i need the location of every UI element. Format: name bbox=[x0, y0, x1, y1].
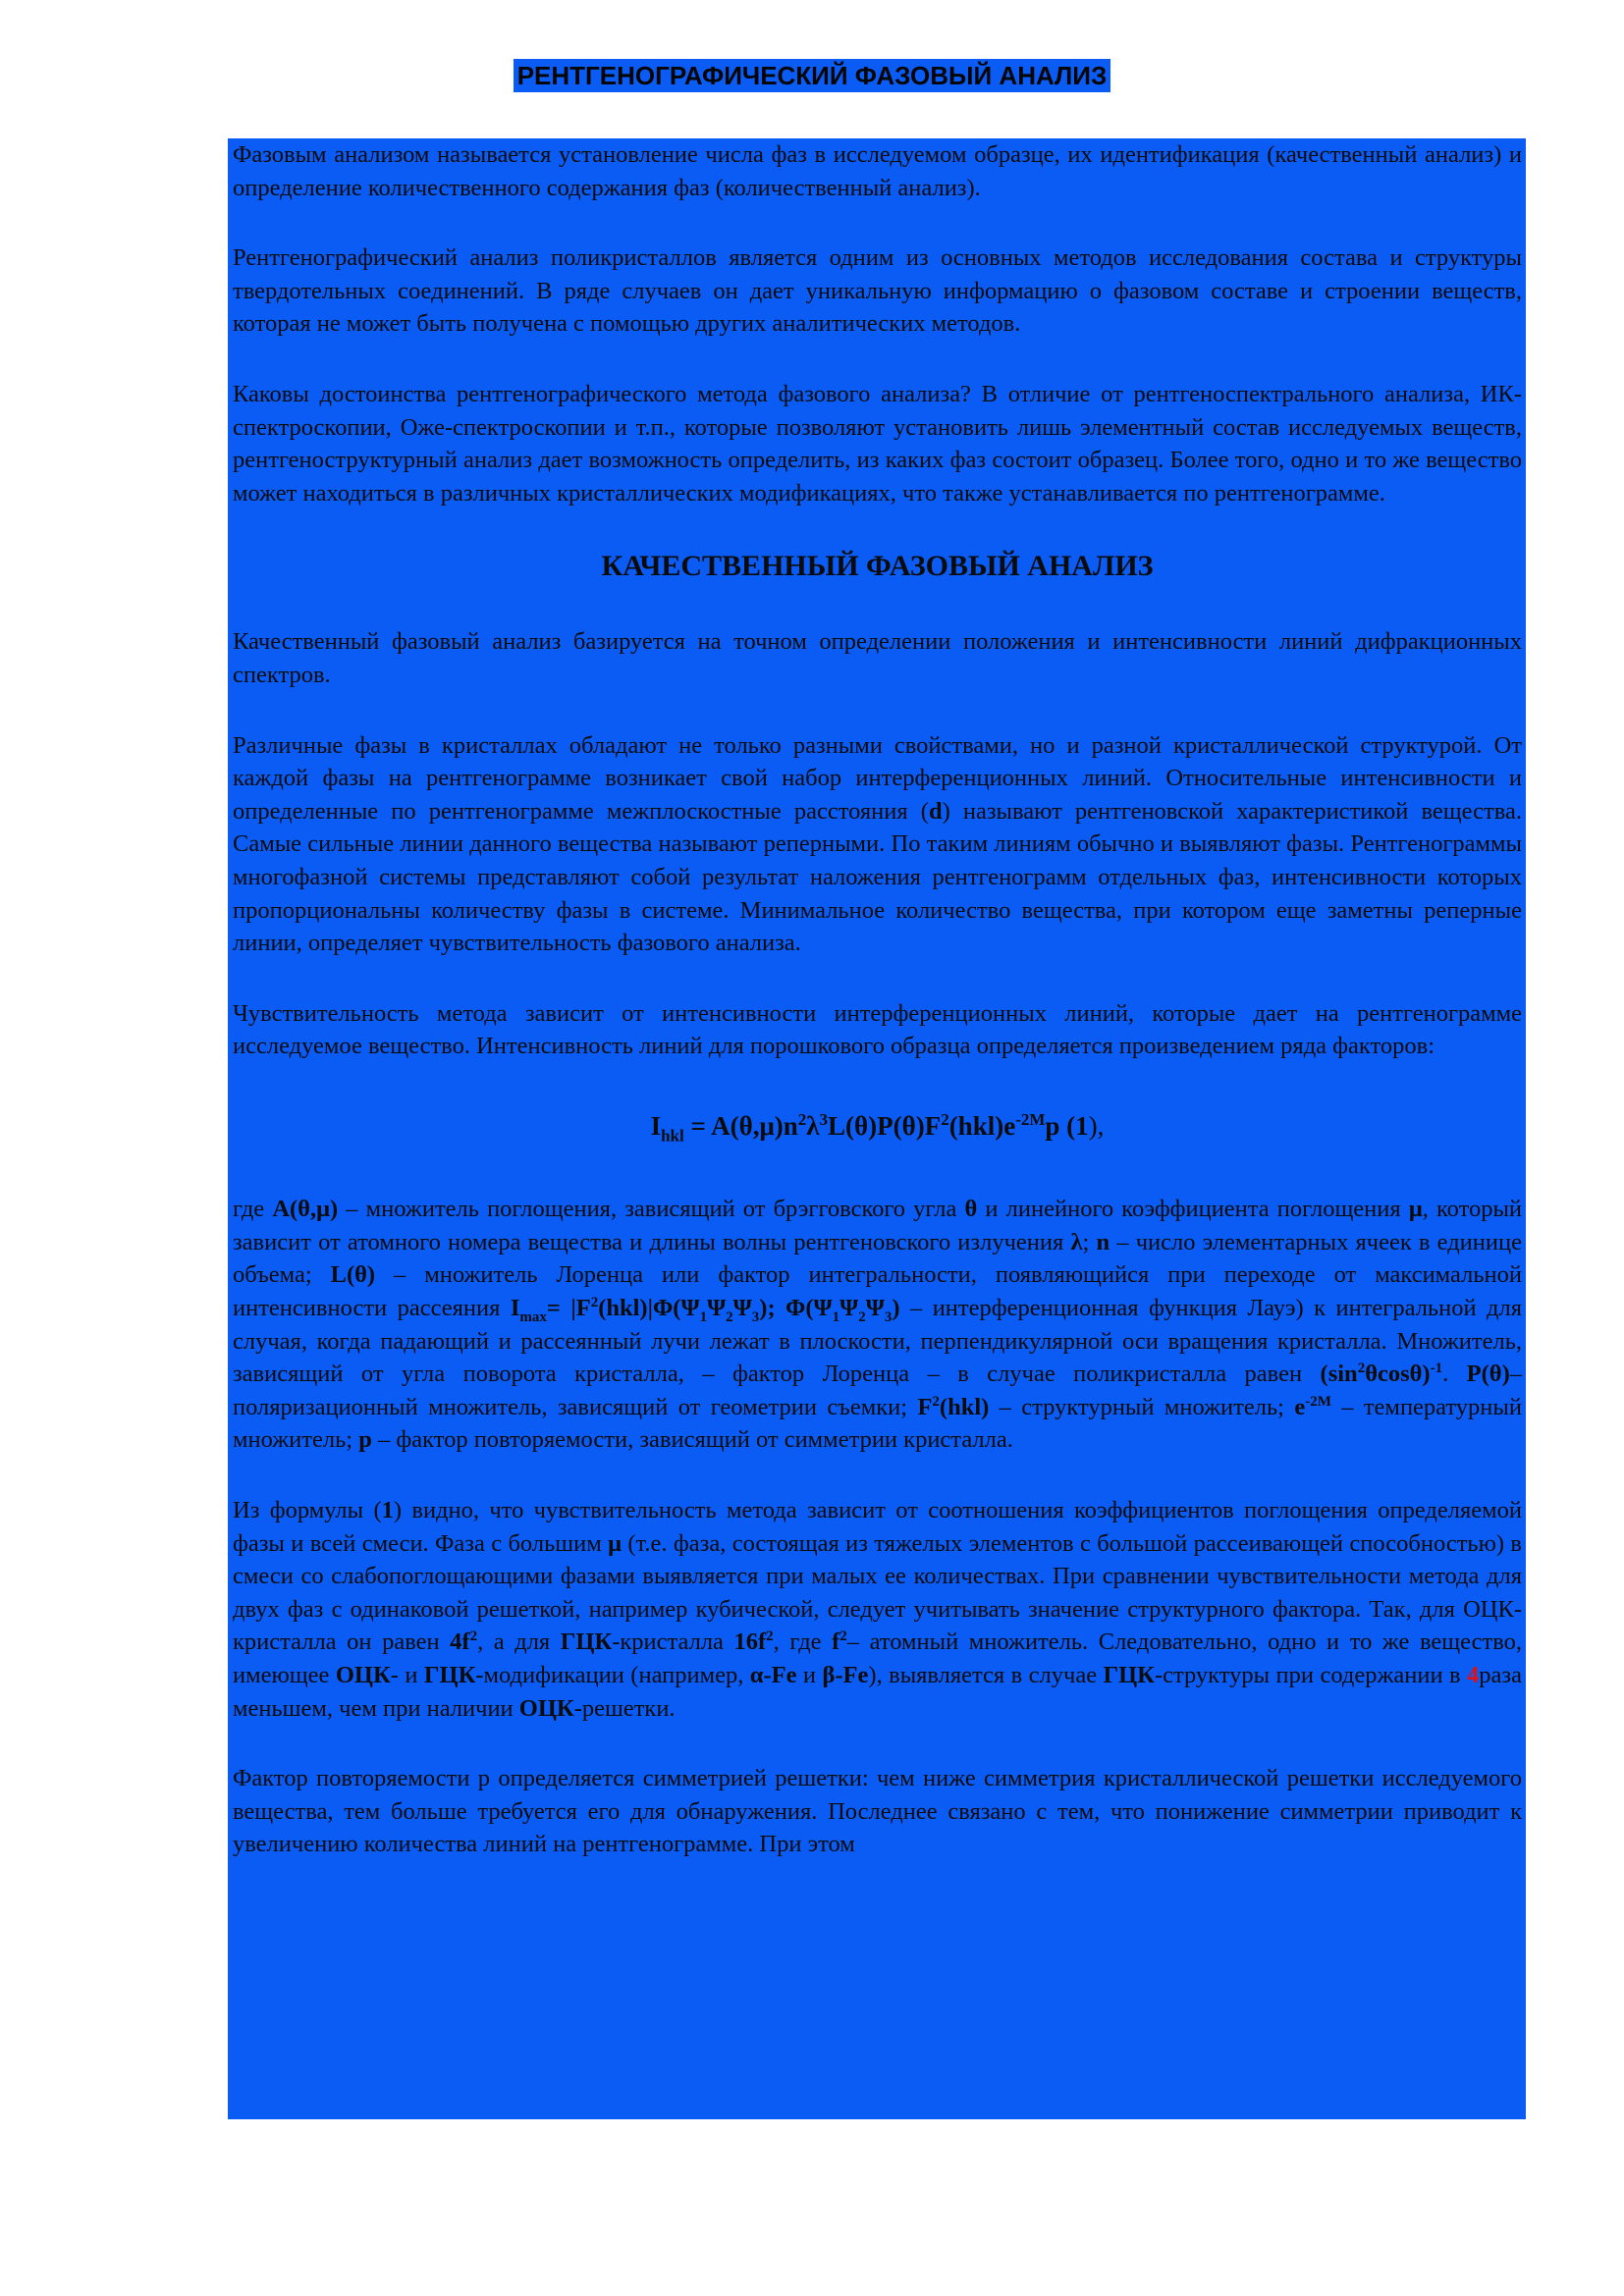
text-run: -кристалла bbox=[612, 1629, 734, 1656]
symbol-d: d bbox=[928, 797, 943, 825]
text-run: Различные фазы в кристаллах обладают не только разными свойствами, но и разной кристаллической структурой. От каждой фазы на рентгенограмме возникает свой набор интерференционных линий. Относительные интенсивности и определенные по рентгенограмме межплоскостные расстояния ( bbox=[233, 731, 1522, 825]
symbol: P(θ) bbox=[1466, 1361, 1510, 1388]
text-run: – поляризационный множитель, зависящий от геометрии съемки; bbox=[233, 1361, 1522, 1420]
text-run: – фактор повторяемости, зависящий от симметрии кристалла. bbox=[371, 1426, 1013, 1454]
formula-part: L(θ)P(θ)F bbox=[828, 1110, 942, 1141]
symbol-sup: 2 bbox=[839, 1629, 847, 1645]
symbol: 1 bbox=[381, 1497, 394, 1524]
text-run: раза меньшем, чем при наличии bbox=[233, 1661, 1522, 1722]
text-run: – число элементарных ячеек в единице объема; bbox=[233, 1228, 1523, 1289]
text-run: – множитель поглощения, зависящий от брэгговского угла bbox=[338, 1196, 965, 1223]
symbol: ГЦК bbox=[423, 1661, 476, 1688]
symbol: λ bbox=[1070, 1228, 1083, 1255]
paragraph-phases bbox=[233, 729, 1522, 960]
symbol-sup: -2M bbox=[1305, 1393, 1331, 1410]
text-run: ), выявляется в случае bbox=[868, 1661, 1104, 1688]
symbol: ГЦК bbox=[1103, 1661, 1155, 1688]
symbol-part: F bbox=[575, 1295, 591, 1322]
paragraph-qualitative-basis: Качественный фазовый анализ базируется на точном определении положения и интенсивности линий дифракционных спектров. bbox=[233, 628, 1522, 688]
formula-part: p ( bbox=[1045, 1110, 1076, 1141]
symbol: n bbox=[1096, 1228, 1110, 1255]
text-run: – структурный множитель; bbox=[989, 1393, 1295, 1420]
symbol-part: Ψ bbox=[839, 1295, 859, 1322]
symbol-sup: 2 bbox=[1357, 1361, 1366, 1377]
section-heading: КАЧЕСТВЕННЫЙ ФАЗОВЫЙ АНАЛИЗ bbox=[601, 550, 1154, 583]
symbol: μ bbox=[1408, 1196, 1423, 1223]
symbol: ОЦК bbox=[335, 1661, 391, 1688]
symbol-sup: -1 bbox=[1430, 1361, 1443, 1377]
symbol: A(θ,μ) bbox=[272, 1196, 339, 1223]
text-run: – температурный множитель; bbox=[233, 1393, 1522, 1454]
text-run: (т.е. фаза, состоящая из тяжелых элементов с большой рассеивающей способностью) в смеси со слабопоглощающими фазами выявляется при малых ее количествах. При сравнении чувствительности метода для двух фаз с одинаковой решеткой, например кубической, следует учитывать значение структурного фактора. Так, для ОЦК-кристалла он равен bbox=[233, 1529, 1522, 1656]
symbol-sub: max bbox=[519, 1308, 547, 1325]
symbol-part: I bbox=[510, 1295, 520, 1322]
symbol-part: Ψ bbox=[865, 1295, 885, 1322]
symbol-sub: 3 bbox=[884, 1308, 893, 1325]
intensity-formula bbox=[233, 1100, 1522, 1155]
formula-hkl-sub: hkl bbox=[661, 1126, 684, 1146]
text-run: -модификации (например, bbox=[475, 1661, 750, 1688]
symbol-part: ); Φ(Ψ bbox=[759, 1295, 833, 1322]
symbol bbox=[832, 1629, 847, 1655]
symbol bbox=[450, 1629, 477, 1655]
formula-number: 1 bbox=[1075, 1110, 1089, 1141]
symbol-part: 16f bbox=[733, 1629, 767, 1656]
formula-sup: -2M bbox=[1015, 1109, 1046, 1129]
symbol-part: (hkl)|Φ(Ψ bbox=[598, 1295, 700, 1322]
symbol-sub: 3 bbox=[751, 1308, 760, 1325]
text-run: -структуры при содержании в bbox=[1154, 1661, 1468, 1688]
symbol-sup: 2 bbox=[766, 1629, 774, 1645]
symbol: ГЦК bbox=[560, 1629, 613, 1656]
symbol bbox=[1321, 1361, 1443, 1387]
symbol-part: (hkl) bbox=[939, 1393, 990, 1420]
symbol-part: (sin bbox=[1320, 1361, 1358, 1388]
document-body bbox=[228, 138, 1526, 2119]
paragraph-factors bbox=[233, 1193, 1522, 1457]
text-run: , который зависит от атомного номера вещества и длины волны рентгеновского излучения bbox=[233, 1196, 1523, 1255]
symbol-sup: 2 bbox=[932, 1393, 940, 1410]
symbol-part: 4f bbox=[450, 1629, 470, 1656]
text-run: ) видно, что чувствительность метода зависит от соотношения коэффициентов поглощения определяемой фазы и всей смеси. Фаза с большим bbox=[233, 1497, 1522, 1557]
symbol-sub: 1 bbox=[699, 1308, 708, 1325]
symbol: μ bbox=[608, 1529, 622, 1557]
text-run: – интерференционная функция Лауэ) к интегральной для случая, когда падающий и рассеянный лучи лежат в плоскости, перпендикулярной оси вращения кристалла. Множитель, зависящий от угла поворота кристалла, – фактор Лоренца – в случае поликристалла равен bbox=[233, 1295, 1522, 1388]
text-run: , где bbox=[773, 1629, 833, 1656]
symbol-part: θcosθ) bbox=[1365, 1361, 1431, 1388]
symbol: α-Fe bbox=[749, 1661, 797, 1688]
text-run: и линейного коэффициента поглощения bbox=[977, 1196, 1409, 1223]
symbol bbox=[734, 1629, 774, 1655]
text-run: – множитель Лоренца или фактор интегральности, появляющийся при переходе от максимальной интенсивности рассеяния bbox=[233, 1261, 1522, 1322]
paragraph-sensitivity: Чувствительность метода зависит от интенсивности интерференционных линий, которые дает на рентгенограмме исследуемое вещество. Интенсивность линий для порошкового образца определяется произведением ряда факторов: bbox=[233, 999, 1522, 1060]
text-run: , а для bbox=[477, 1629, 561, 1656]
paragraph-repeatability: Фактор повторяемости p определяется симметрией решетки: чем ниже симметрия кристаллической решетки исследуемого вещества, тем больше требуется его для обнаружения. Последнее связано с тем, что понижение симметрии приводит к увеличению количества линий на рентгенограмме. При этом bbox=[233, 1765, 1522, 1858]
formula-sup: 2 bbox=[797, 1109, 807, 1129]
text-run: и bbox=[796, 1661, 823, 1688]
text-run: ) называют рентгеновской характеристикой вещества. Самые сильные линии данного вещества называют реперными. По таким линиям обычно и выявляют фазы. Рентгенограммы многофазной системы представляют собой результат наложения рентгенограмм отдельных фаз, интенсивности которых пропорциональны количеству фазы в системе. Минимальное количество вещества, при котором еще заметны реперные линии, определяет чувствительность фазового анализа. bbox=[233, 797, 1522, 957]
text-run: -решетки. bbox=[573, 1694, 676, 1722]
page-title-wrap bbox=[0, 59, 1624, 92]
symbol-sub: 2 bbox=[858, 1308, 866, 1325]
symbol: L(θ) bbox=[330, 1261, 376, 1289]
text-run: . bbox=[1442, 1361, 1467, 1388]
symbol: p bbox=[358, 1426, 372, 1454]
highlight-number: 4 bbox=[1467, 1661, 1480, 1688]
text-run: где bbox=[233, 1196, 273, 1223]
symbol-part: f bbox=[832, 1629, 840, 1656]
paragraph-sensitivity-comparison bbox=[233, 1494, 1522, 1725]
symbol: ОЦК bbox=[518, 1694, 574, 1722]
symbol-part: ) bbox=[892, 1295, 900, 1322]
symbol-sub: 1 bbox=[832, 1308, 840, 1325]
symbol bbox=[510, 1294, 900, 1325]
formula-I: I bbox=[650, 1110, 662, 1141]
formula-lambda: λ bbox=[806, 1110, 820, 1141]
symbol-sup: 2 bbox=[590, 1294, 599, 1310]
symbol bbox=[917, 1394, 989, 1420]
paragraph-definition: Фазовым анализом называется установление числа фаз в исследуемом образце, их идентификация (качественный анализ) и определение количественного содержания фаз (количественный анализ). bbox=[233, 141, 1522, 201]
formula-part: = A(θ,μ)n bbox=[683, 1110, 798, 1141]
text-run: - и bbox=[390, 1661, 424, 1688]
symbol-sub: 2 bbox=[726, 1308, 733, 1325]
symbol-part: e bbox=[1294, 1393, 1306, 1420]
text-run: – атомный множитель. Следовательно, одно и то же вещество, имеющее bbox=[233, 1629, 1522, 1688]
text-run: Из формулы ( bbox=[233, 1497, 382, 1524]
symbol-part: F bbox=[917, 1393, 933, 1420]
symbol-part: Ψ bbox=[707, 1295, 727, 1322]
symbol-part: = | bbox=[546, 1295, 576, 1322]
page-title: РЕНТГЕНОГРАФИЧЕСКИЙ ФАЗОВЫЙ АНАЛИЗ bbox=[514, 59, 1111, 92]
symbol: β-Fe bbox=[822, 1661, 869, 1688]
formula-sup: 2 bbox=[941, 1109, 949, 1129]
symbol-part: Ψ bbox=[732, 1295, 752, 1322]
symbol: θ bbox=[964, 1196, 978, 1223]
paragraph-advantages: Каковы достоинства рентгенографического метода фазового анализа? В отличие от рентгеноспектрального анализа, ИК-спектроскопии, Оже-спектроскопии и т.п., которые позволяют установить лишь элементный состав исследуемых веществ, рентгеноструктурный анализ дает возможность определить, из каких фаз состоит образец. Более того, одно и то же вещество может находиться в различных кристаллических модификациях, что также устанавливается по рентгенограмме. bbox=[233, 380, 1522, 507]
formula-part: ), bbox=[1088, 1110, 1105, 1141]
text-run: ; bbox=[1082, 1228, 1097, 1255]
symbol bbox=[1294, 1394, 1331, 1420]
symbol-sup: 2 bbox=[469, 1629, 478, 1645]
paragraph-xray-overview: Рентгенографический анализ поликристаллов является одним из основных методов исследования состава и структуры твердотельных соединений. В ряде случаев он дает уникальную информацию о фазовом составе и строении веществ, которая не может быть получена с помощью других аналитических методов. bbox=[233, 244, 1522, 338]
formula-part: (hkl)e bbox=[948, 1110, 1016, 1141]
formula-sup: 3 bbox=[819, 1109, 829, 1129]
